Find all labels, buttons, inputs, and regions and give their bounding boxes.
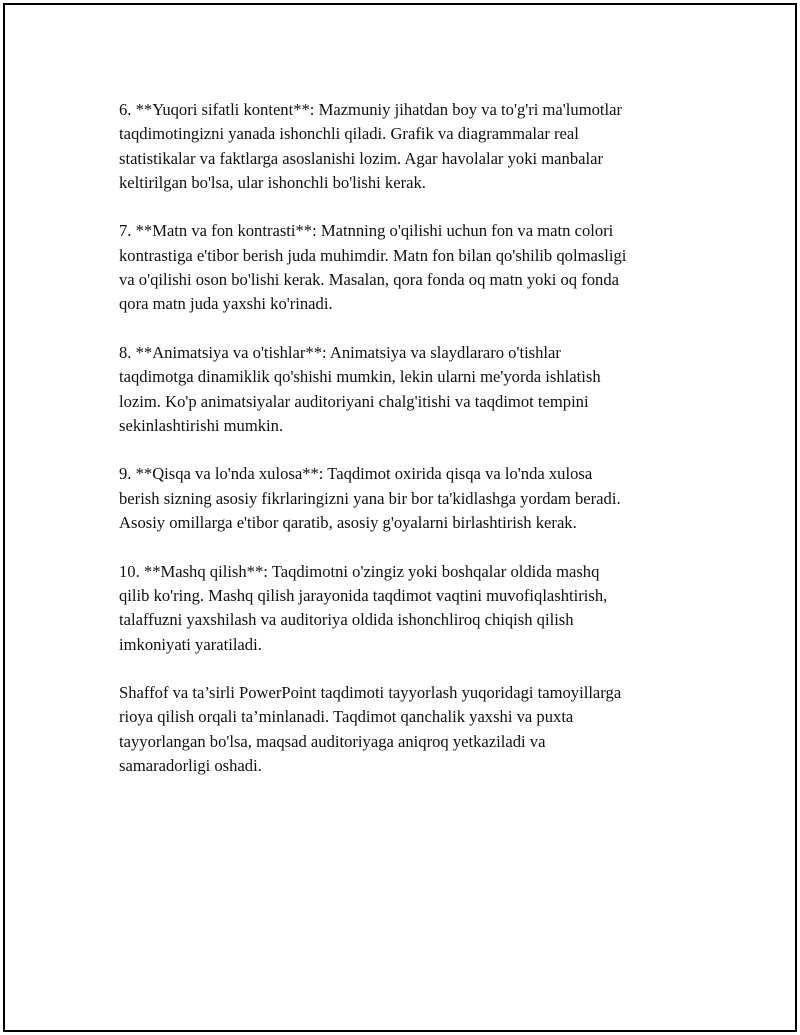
text-line: qilib ko'ring. Mashq qilish jarayonida taqdimot vaqtini muvofiqlashtirish, (119, 585, 608, 605)
paragraph-contrast (119, 219, 694, 316)
text-line: keltirilgan bo'lsa, ular ishonchli bo'lishi kerak. (119, 172, 426, 192)
text-line: Shaffof va ta’sirli PowerPoint taqdimoti tayyorlash yuqoridagi tamoyillarga (119, 683, 622, 703)
text-line: Asosiy omillarga e'tibor qaratib, asosiy g'oyalarni birlashtirish kerak. (119, 513, 577, 533)
paragraph-quality-content (119, 98, 694, 195)
page-border (3, 3, 797, 1032)
paragraph-practice (119, 560, 694, 657)
text-line: 9. **Qisqa va lo'nda xulosa**: Taqdimot oxirida qisqa va lo'nda xulosa (119, 464, 593, 484)
text-line: taqdimotingizni yanada ishonchli qiladi. Grafik va diagrammalar real (119, 124, 579, 144)
text-line: sekinlashtirishi mumkin. (119, 415, 284, 435)
text-line: va o'qilishi oson bo'lishi kerak. Masalan, qora fonda oq matn yoki oq fonda (119, 270, 620, 290)
text-line: talaffuzni yaxshilash va auditoriya oldida ishonchliroq chiqish qilish (119, 610, 574, 630)
paragraph-animation (119, 341, 694, 438)
text-line: kontrastiga e'tibor berish juda muhimdir. Matn fon bilan qo'shilib qolmasligi (119, 245, 627, 265)
text-line: berish sizning asosiy fikrlaringizni yana bir bor ta'kidlashga yordam beradi. (119, 488, 621, 508)
text-line: statistikalar va faktlarga asoslanishi lozim. Agar havolalar yoki manbalar (119, 148, 603, 168)
paragraph-summary (119, 681, 694, 778)
text-line: imkoniyati yaratiladi. (119, 634, 262, 654)
text-line: rioya qilish orqali ta’minlanadi. Taqdimot qanchalik yaxshi va puxta (119, 707, 574, 727)
text-line: 10. **Mashq qilish**: Taqdimotni o'zingiz yoki boshqalar oldida mashq (119, 561, 600, 581)
text-line: 6. **Yuqori sifatli kontent**: Mazmuniy jihatdan boy va to'g'ri ma'lumotlar (119, 100, 623, 119)
text-line: qora matn juda yaxshi ko'rinadi. (119, 294, 333, 314)
text-line: tayyorlangan bo'lsa, maqsad auditoriyaga aniqroq yetkaziladi va (119, 731, 546, 751)
paragraph-conclusion (119, 462, 694, 535)
text-line: 7. **Matn va fon kontrasti**: Matnning o'qilishi uchun fon va matn colori (119, 221, 614, 241)
text-line: samaradorligi oshadi. (119, 756, 262, 776)
text-line: taqdimotga dinamiklik qo'shishi mumkin, lekin ularni me'yorda ishlatish (119, 367, 601, 387)
text-line: lozim. Ko'p animatsiyalar auditoriyani chalg'itishi va taqdimot tempini (119, 391, 589, 411)
text-line: 8. **Animatsiya va o'tishlar**: Animatsiya va slaydlararo o'tishlar (119, 342, 561, 362)
document-body (119, 98, 694, 803)
